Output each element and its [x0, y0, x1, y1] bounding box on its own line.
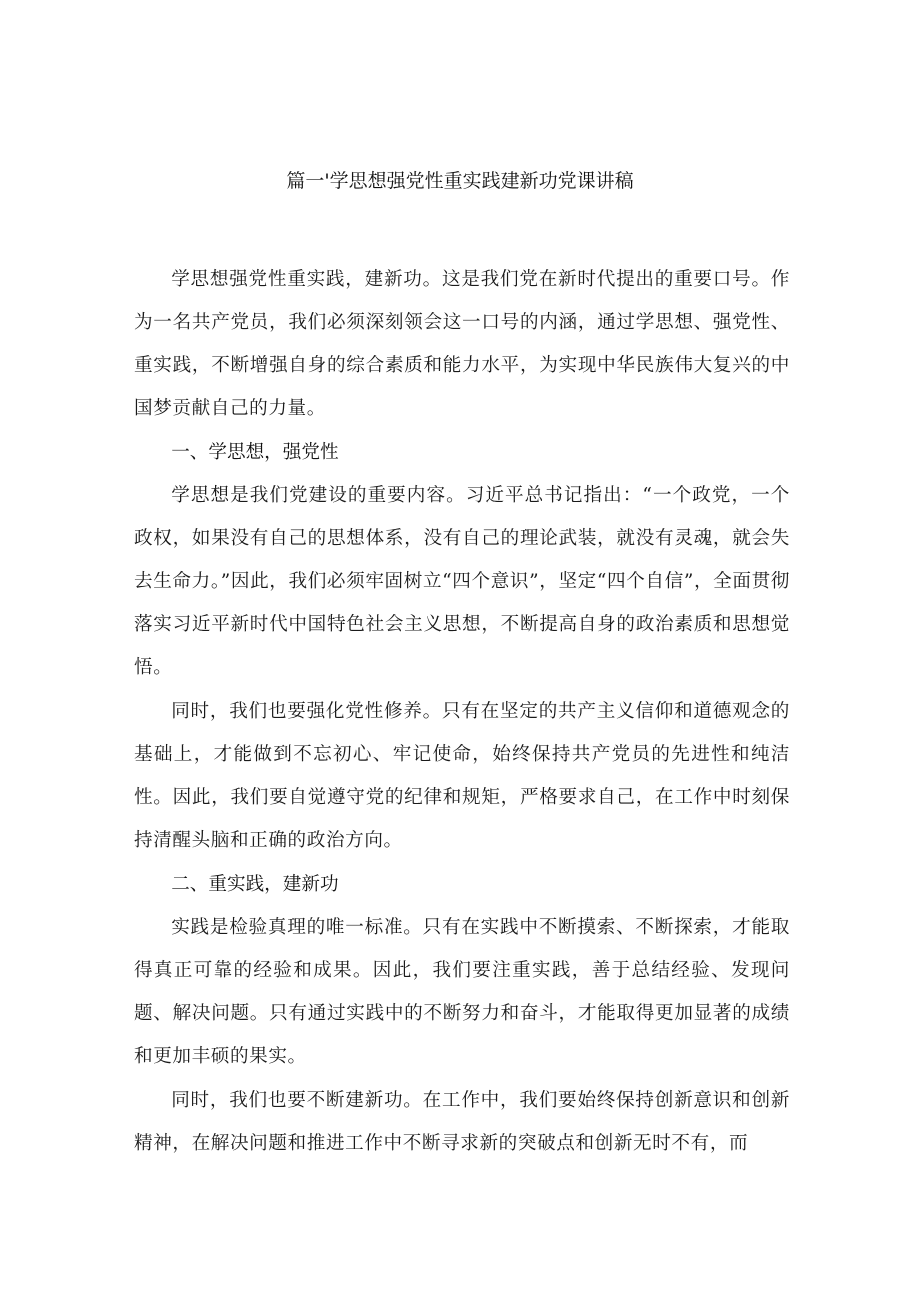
section2-paragraph-2: 同时，我们也要不断建新功。在工作中，我们要始终保持创新意识和创新精神，在解决问题和推进工作中不断寻求新的突破点和创新无时不有，而	[134, 1090, 790, 1154]
section2-paragraph-1: 实践是检验真理的唯一标准。只有在实践中不断摸索、不断探索，才能取得真正可靠的经验和成果。因此，我们要注重实践，善于总结经验、发现问题、解决问题。只有通过实践中的不断努力和奋斗，才能取得更加显著的成绩和更加丰硕的果实。	[134, 917, 790, 1067]
section1-paragraph-1: 学思想是我们党建设的重要内容。习近平总书记指出：“一个政党，一个政权，如果没有自己的思想体系，没有自己的理论武装，就没有灵魂，就会失去生命力。”因此，我们必须牢固树立“四个意识”，坚定“四个自信”，全面贯彻落实习近平新时代中国特色社会主义思想，不断提高自身的政治素质和思想觉悟。	[134, 485, 790, 678]
intro-paragraph: 学思想强党性重实践，建新功。这是我们党在新时代提出的重要口号。作为一名共产党员，我们必须深刻领会这一口号的内涵，通过学思想、强党性、重实践，不断增强自身的综合素质和能力水平，为实现中华民族伟大复兴的中国梦贡献自己的力量。	[134, 269, 790, 419]
section-heading-2: 二、重实践，建新功	[171, 874, 339, 895]
section1-paragraph-2: 同时，我们也要强化党性修养。只有在坚定的共产主义信仰和道德观念的基础上，才能做到不忘初心、牢记使命，始终保持共产党员的先进性和纯洁性。因此，我们要自觉遵守党的纪律和规矩，严格要求自己，在工作中时刻保持清醒头脑和正确的政治方向。	[134, 701, 790, 851]
document-title: 篇一'学思想强党性重实践建新功党课讲稿	[286, 170, 634, 192]
section-heading-1: 一、学思想，强党性	[171, 442, 339, 463]
